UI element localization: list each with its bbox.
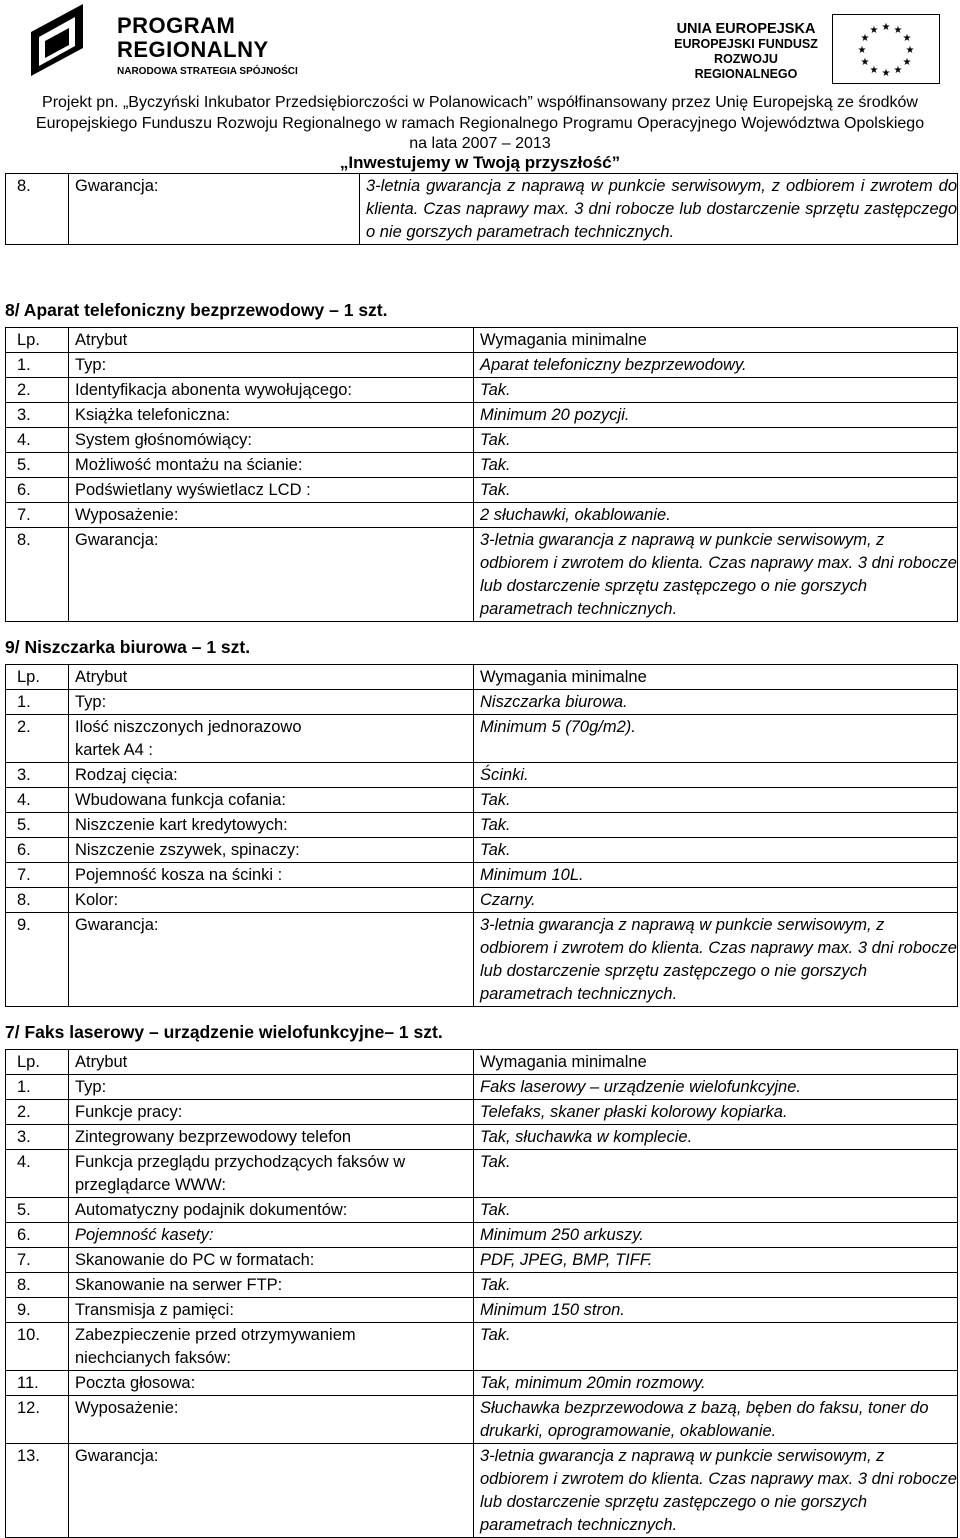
logo-left-line1: PROGRAM	[117, 13, 236, 38]
row-number: 7.	[6, 1248, 69, 1273]
continuation-table	[5, 173, 958, 245]
row-number: 6.	[6, 838, 69, 863]
row-attribute: Automatyczny podajnik dokumentów:	[69, 1198, 474, 1223]
row-attribute: Podświetlany wyświetlacz LCD :	[69, 478, 474, 503]
table-row	[6, 763, 958, 788]
table-row	[6, 478, 958, 503]
section-title-fax: 7/ Faks laserowy – urządzenie wielofunkcyjne– 1 szt.	[5, 1022, 443, 1042]
row-value: Minimum 5 (70g/m2).	[474, 715, 958, 763]
row-number: 6.	[6, 478, 69, 503]
row-attribute: Ilość niszczonych jednorazowo kartek A4 :	[69, 715, 474, 763]
row-number: 9.	[6, 913, 69, 1007]
program-regionalny-logo	[25, 0, 298, 82]
row-value: Słuchawka bezprzewodowa z bazą, bęben do faksu, toner do drukarki, oprogramowanie, okablowanie.	[474, 1396, 958, 1444]
eu-flag-icon	[832, 14, 940, 84]
row-value: Tak.	[474, 453, 958, 478]
row-value: Aparat telefoniczny bezprzewodowy.	[474, 353, 958, 378]
phone-table	[5, 327, 958, 622]
row-value: Tak, minimum 20min rozmowy.	[474, 1371, 958, 1396]
row-value: Faks laserowy – urządzenie wielofunkcyjne.	[474, 1075, 958, 1100]
row-attribute: System głośnomówiący:	[69, 428, 474, 453]
row-number: 13.	[6, 1444, 69, 1538]
row-value: Ścinki.	[474, 763, 958, 788]
svg-text:★: ★	[905, 45, 915, 56]
table-row	[6, 1223, 958, 1248]
row-value: Tak.	[474, 1198, 958, 1223]
row-attribute: Wyposażenie:	[69, 503, 474, 528]
row-number: 4.	[6, 788, 69, 813]
row-attribute: Pojemność kasety:	[69, 1223, 474, 1248]
row-attribute: Gwarancja:	[69, 528, 474, 622]
row-attribute: Typ:	[69, 690, 474, 715]
table-header-row	[6, 1050, 958, 1075]
row-attribute: Poczta głosowa:	[69, 1371, 474, 1396]
row-number: 10.	[6, 1323, 69, 1371]
row-attribute: Funkcja przeglądu przychodzących faksów w przeglądarce WWW:	[69, 1150, 474, 1198]
table-row	[6, 1396, 958, 1444]
header-requirements: Wymagania minimalne	[474, 328, 958, 353]
row-attribute: Zabezpieczenie przed otrzymywaniem niechcianych faksów:	[69, 1323, 474, 1371]
table-row	[6, 378, 958, 403]
section-title-phone: 8/ Aparat telefoniczny bezprzewodowy – 1 szt.	[5, 300, 388, 320]
header-line1: Projekt pn. „Byczyński Inkubator Przedsiębiorczości w Polanowicach” współfinansowany przez Unię Europejską ze środków	[42, 94, 918, 111]
row-number: 11.	[6, 1371, 69, 1396]
row-value: 3-letnia gwarancja z naprawą w punkcie serwisowym, z odbiorem i zwrotem do klienta. Czas naprawy max. 3 dni robocze lub dostarczenie sprzętu zastępczego o nie gorszych parametrach technicznych.	[474, 528, 958, 622]
header-attribute: Atrybut	[69, 665, 474, 690]
row-number: 8.	[6, 888, 69, 913]
row-attribute: Skanowanie na serwer FTP:	[69, 1273, 474, 1298]
row-attribute: Niszczenie zszywek, spinaczy:	[69, 838, 474, 863]
table-row	[6, 1150, 958, 1198]
row-attribute: Typ:	[69, 1075, 474, 1100]
row-number: 1.	[6, 353, 69, 378]
table-row	[6, 1444, 958, 1538]
eu-line2: EUROPEJSKI FUNDUSZ	[674, 37, 818, 51]
header-lp: Lp.	[6, 328, 69, 353]
row-number: 8.	[6, 174, 69, 245]
table-row	[6, 715, 958, 763]
table-row	[6, 690, 958, 715]
row-number: 1.	[6, 1075, 69, 1100]
fax-table	[5, 1049, 958, 1538]
row-number: 7.	[6, 503, 69, 528]
row-value: PDF, JPEG, BMP, TIFF.	[474, 1248, 958, 1273]
table-row	[6, 403, 958, 428]
row-value: Tak.	[474, 1273, 958, 1298]
row-number: 9.	[6, 1298, 69, 1323]
eu-line1: UNIA EUROPEJSKA	[676, 21, 816, 37]
header-attribute: Atrybut	[69, 1050, 474, 1075]
table-row	[6, 1075, 958, 1100]
row-attribute: Książka telefoniczna:	[69, 403, 474, 428]
row-attribute: Identyfikacja abonenta wywołującego:	[69, 378, 474, 403]
table-header-row	[6, 328, 958, 353]
table-row	[6, 453, 958, 478]
table-row	[6, 1298, 958, 1323]
header-line2: Europejskiego Funduszu Rozwoju Regionalnego w ramach Regionalnego Programu Operacyjnego Województwa Opolskiego	[35, 115, 925, 132]
table-row	[6, 1273, 958, 1298]
row-number: 2.	[6, 715, 69, 763]
row-value: Tak.	[474, 1150, 958, 1198]
row-value: Tak.	[474, 838, 958, 863]
row-number: 5.	[6, 453, 69, 478]
table-row	[6, 863, 958, 888]
row-attribute: Wyposażenie:	[69, 1396, 474, 1444]
row-value: Minimum 250 arkuszy.	[474, 1223, 958, 1248]
row-value: Minimum 20 pozycji.	[474, 403, 958, 428]
row-number: 2.	[6, 1100, 69, 1125]
shredder-table	[5, 664, 958, 1007]
logo-left-line3: NARODOWA STRATEGIA SPÓJNOŚCI	[117, 66, 298, 77]
row-attribute: Skanowanie do PC w formatach:	[69, 1248, 474, 1273]
table-row	[6, 913, 958, 1007]
svg-text:★: ★	[857, 45, 867, 56]
svg-text:★: ★	[860, 33, 870, 44]
eu-line3: ROZWOJU REGIONALNEGO	[694, 52, 798, 81]
row-value: Tak.	[474, 428, 958, 453]
header-slogan: „Inwestujemy w Twoją przyszłość”	[339, 153, 621, 172]
table-row	[6, 1100, 958, 1125]
row-number: 1.	[6, 690, 69, 715]
row-number: 12.	[6, 1396, 69, 1444]
row-number: 4.	[6, 428, 69, 453]
row-value: Tak.	[474, 478, 958, 503]
row-value: Telefaks, skaner płaski kolorowy kopiarka.	[474, 1100, 958, 1125]
svg-text:★: ★	[893, 65, 903, 76]
row-attribute: Transmisja z pamięci:	[69, 1298, 474, 1323]
row-number: 3.	[6, 763, 69, 788]
header-requirements: Wymagania minimalne	[474, 665, 958, 690]
row-value: Tak, słuchawka w komplecie.	[474, 1125, 958, 1150]
row-attribute: Gwarancja:	[69, 913, 474, 1007]
row-number: 3.	[6, 1125, 69, 1150]
table-row	[6, 788, 958, 813]
svg-text:★: ★	[902, 57, 912, 68]
table-header-row	[6, 665, 958, 690]
table-row	[6, 1371, 958, 1396]
svg-text:★: ★	[869, 65, 879, 76]
row-value: 3-letnia gwarancja z naprawą w punkcie serwisowym, z odbiorem i zwrotem do klienta. Czas naprawy max. 3 dni robocze lub dostarczenie sprzętu zastępczego o nie gorszych parametrach technicznych.	[474, 1444, 958, 1538]
header-requirements: Wymagania minimalne	[474, 1050, 958, 1075]
row-attribute: Typ:	[69, 353, 474, 378]
logo-left-line2: REGIONALNY	[117, 37, 269, 62]
svg-text:★: ★	[893, 25, 903, 36]
row-value: Niszczarka biurowa.	[474, 690, 958, 715]
svg-text:★: ★	[881, 22, 891, 33]
row-value: 2 słuchawki, okablowanie.	[474, 503, 958, 528]
row-number: 8.	[6, 1273, 69, 1298]
row-attribute: Pojemność kosza na ścinki :	[69, 863, 474, 888]
row-value: Minimum 150 stron.	[474, 1298, 958, 1323]
table-row	[6, 1323, 958, 1371]
table-row	[6, 838, 958, 863]
row-attribute: Kolor:	[69, 888, 474, 913]
row-attribute: Wbudowana funkcja cofania:	[69, 788, 474, 813]
row-value: Minimum 10L.	[474, 863, 958, 888]
row-number: 7.	[6, 863, 69, 888]
table-row	[6, 503, 958, 528]
row-value: Tak.	[474, 1323, 958, 1371]
row-attribute: Funkcje pracy:	[69, 1100, 474, 1125]
eu-logo	[670, 14, 950, 84]
header-lp: Lp.	[6, 665, 69, 690]
row-attribute: Zintegrowany bezprzewodowy telefon	[69, 1125, 474, 1150]
row-attribute: Niszczenie kart kredytowych:	[69, 813, 474, 838]
row-value: Czarny.	[474, 888, 958, 913]
table-row	[6, 888, 958, 913]
header-line3: na lata 2007 – 2013	[409, 135, 551, 152]
svg-text:★: ★	[902, 33, 912, 44]
row-value: Tak.	[474, 378, 958, 403]
table-row	[6, 1248, 958, 1273]
table-row	[6, 813, 958, 838]
svg-text:★: ★	[869, 25, 879, 36]
eu-text	[670, 22, 822, 82]
row-attribute: Rodzaj cięcia:	[69, 763, 474, 788]
row-value: 3-letnia gwarancja z naprawą w punkcie serwisowym, z odbiorem i zwrotem do klienta. Czas naprawy max. 3 dni robocze lub dostarczenie sprzętu zastępczego o nie gorszych parametrach technicznych.	[474, 913, 958, 1007]
header-lp: Lp.	[6, 1050, 69, 1075]
svg-text:★: ★	[860, 57, 870, 68]
row-value: Tak.	[474, 813, 958, 838]
table-row	[6, 528, 958, 622]
row-number: 5.	[6, 813, 69, 838]
row-number: 8.	[6, 528, 69, 622]
row-number: 6.	[6, 1223, 69, 1248]
svg-text:★: ★	[881, 68, 891, 79]
table-row	[6, 353, 958, 378]
row-attribute: Gwarancja:	[69, 1444, 474, 1538]
header-attribute: Atrybut	[69, 328, 474, 353]
row-number: 3.	[6, 403, 69, 428]
row-number: 5.	[6, 1198, 69, 1223]
row-number: 2.	[6, 378, 69, 403]
table-row	[6, 1125, 958, 1150]
table-row	[6, 1198, 958, 1223]
section-title-shredder: 9/ Niszczarka biurowa – 1 szt.	[5, 637, 251, 657]
row-value: Tak.	[474, 788, 958, 813]
row-attribute: Gwarancja:	[69, 174, 360, 245]
row-value: 3-letnia gwarancja z naprawą w punkcie serwisowym, z odbiorem i zwrotem do klienta. Czas naprawy max. 3 dni robocze lub dostarczenie sprzętu zastępczego o nie gorszych parametrach technicznych.	[360, 174, 958, 245]
row-attribute: Możliwość montażu na ścianie:	[69, 453, 474, 478]
row-number: 4.	[6, 1150, 69, 1198]
table-row	[6, 428, 958, 453]
table-row	[6, 174, 958, 245]
program-regionalny-mark-icon	[25, 2, 90, 78]
